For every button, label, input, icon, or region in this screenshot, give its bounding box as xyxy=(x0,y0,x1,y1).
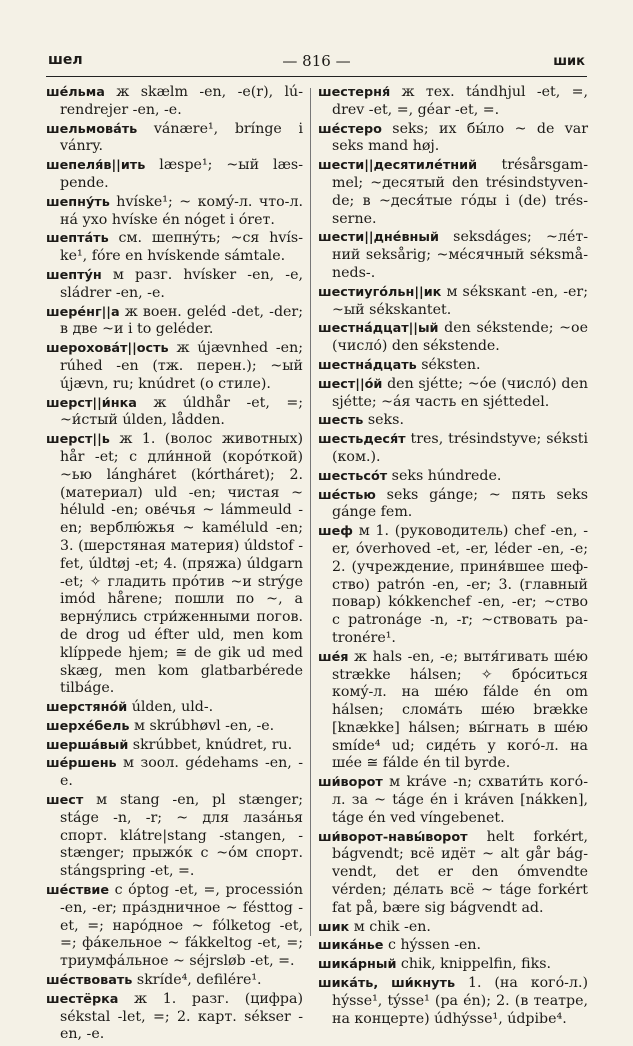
entry xyxy=(46,882,303,971)
headword: шерст||и́нка xyxy=(46,395,137,411)
entry xyxy=(318,937,588,955)
headword: шестьдеся́т xyxy=(318,432,406,448)
definition: м skrúbhøvl -en, -e. xyxy=(129,717,275,734)
headword: шéльма xyxy=(46,85,105,100)
headword: шести||днéвный xyxy=(318,230,439,246)
definition: м зоол. gédehams -en, -e. xyxy=(60,755,303,790)
entry xyxy=(318,229,588,282)
entry xyxy=(318,357,588,375)
definition: м chik -en. xyxy=(349,918,431,935)
entry xyxy=(46,699,303,717)
entry xyxy=(46,991,303,1044)
headword: шестнáдцат||ый xyxy=(318,321,439,337)
headword: ши́ворот xyxy=(318,775,383,791)
headword: шикáть, ши́кнуть xyxy=(318,976,456,992)
definition: læspe¹; ~ый læspende. xyxy=(60,157,303,191)
headword: шеф xyxy=(318,524,353,540)
entry xyxy=(318,412,588,430)
entry xyxy=(318,468,588,486)
entry xyxy=(318,956,588,974)
entry xyxy=(318,284,588,320)
definition: ж 1. разг. (цифра) sékstal -let, =; 2. карт. sékser -en, -e. xyxy=(60,990,303,1043)
entry xyxy=(318,523,588,648)
headword: шершáвый xyxy=(46,737,129,753)
header-right-guide-word: шик xyxy=(553,54,585,69)
headword: шик xyxy=(318,919,350,935)
entry xyxy=(46,755,303,791)
definition: м séksкant -en, -er; ~ый sékskantet. xyxy=(332,283,588,318)
entry xyxy=(318,157,588,228)
definition: ж újævnhed -en; rúhed -en (тж. перен.); ~ый újævn, ru; knúdret (о стиле). xyxy=(60,340,303,392)
definition: seks húndrede. xyxy=(387,467,502,484)
definition: ж hals -en, -e; вытя́гивать шéю strække hálsen; ✧ брóситься комý-л. на шéю fálde én om hálsen; сломáть шéю brække [knække] hálsen; вы́гнать в шéю smíde⁴ ud; сидéть у когó-л. на шéе ≅ fálde én til byrde. xyxy=(332,648,588,772)
entry xyxy=(318,320,588,356)
headword: шестьсóт xyxy=(318,468,388,484)
definition: seks; их бы́ло ~ de var seks mand høj. xyxy=(332,120,588,155)
definition: 1. (на когó-л.) hýsse¹, týsse¹ (pa én); 2. (в театре, на концерте) údhýsse¹, údpibe⁴. xyxy=(332,975,588,1027)
headword: шéствие xyxy=(46,883,110,899)
entry xyxy=(46,84,303,120)
headword: шерст||ь xyxy=(46,432,110,448)
entry xyxy=(318,919,588,937)
entry xyxy=(318,84,588,120)
definition: seks. xyxy=(363,412,404,429)
headword: шерéнг||а xyxy=(46,304,120,320)
headword: шестиугóльн||ик xyxy=(318,284,442,300)
headword: шéршень xyxy=(46,756,117,772)
right-column xyxy=(318,84,588,1029)
definition: den sjétte; ~óе (число́) den sjétte; ~áя часть en sjéttedel. xyxy=(332,375,588,410)
entry xyxy=(46,431,303,698)
headword: шероховáт||ость xyxy=(46,341,169,357)
headword: шéстью xyxy=(318,487,376,503)
entry xyxy=(318,829,588,918)
definition: м 1. (руководитель) chef -en, -er, óverhoved -et, -er, léder -en, -e; 2. (учреждение, приня́вшее шефство) patrón -en, -er; 3. (главный повар) kókkenchef -en, -er; ~ство с patronáge -n, -r; ~ствовать patronére¹. xyxy=(332,523,588,646)
definition: chik, knippelfin, fiks. xyxy=(396,956,552,973)
headword: шепеля́в||ить xyxy=(46,158,146,174)
headword: ши́ворот-навы́ворот xyxy=(318,829,468,845)
headword: шельмовáть xyxy=(46,121,138,137)
definition: tres, trésindstyve; séksti (ком.). xyxy=(332,431,588,465)
entry xyxy=(46,304,303,340)
headword: шестёрка xyxy=(46,991,119,1007)
header-left-guide-word: шел xyxy=(48,52,83,68)
definition: hvíske¹; ~ комý-л. что-л. нá ухо hvíske én nóget i órет. xyxy=(60,193,303,228)
header-rule xyxy=(46,76,587,77)
entry xyxy=(318,975,588,1028)
entry xyxy=(46,121,303,157)
definition: с hýssen -en. xyxy=(383,937,482,954)
entry xyxy=(318,121,588,157)
definition: trésårsgammel; ~десятый den trésindstyvende; в ~деся́тые гóды i (de) trésserne. xyxy=(332,157,588,227)
headword: шепну́ть xyxy=(46,194,110,210)
definition: ж 1. (волос животных) hår -et; с дли́нной (корóткой) ~ью lángháret (kórtháret); 2. (материал) uld -en; чистая ~ héluld -en; овéчья ~ lámmeuld -en; верблю́жья ~ kaméluld -en; 3. (шерстяная материя) úldstof -fet, úldtøj -et; 4. (пряжа) úldgarn -et; ✧ гладить прóтив ~и strýge imód hårene; пошли по ~, а вернýлись стри́женными погов. de drog ud éfter uld, men kom klíppede hjem; ≅ de gik ud med skæg, men kom glatbarbérede tilbáge. xyxy=(60,431,303,697)
headword: шикáрный xyxy=(318,957,397,973)
definition: seks gánge; ~ пять seks gánge fem. xyxy=(332,486,588,521)
definition: seksdáges; ~лéтний seksårig; ~мéсячный séksmåneds-. xyxy=(332,229,588,281)
definition: úlden, uld-. xyxy=(127,699,214,716)
definition: den sékstende; ~ое (число́) den sékstende. xyxy=(332,320,588,355)
entry xyxy=(46,395,303,431)
headword: шест xyxy=(46,793,84,809)
definition: ж тех. tándhjul -et, =, drev -et, =, géar -et, =. xyxy=(332,84,588,118)
definition: м stang -en, pl stænger; stáge -n, -r; ~ для лазáнья спорт. klátre|stang -stangen, -stænger; прыжóк с ~óм спорт. stángspring -et, =. xyxy=(60,792,303,880)
entry xyxy=(318,376,588,412)
definition: ж úldhår -et, =; ~и́стый úlden, lådden. xyxy=(60,394,303,429)
entry xyxy=(46,792,303,881)
definition: м kráve -n; схвати́ть когó-л. за ~ táge én i kráven [nákken], táge én ved víngebenet. xyxy=(332,774,588,826)
entry xyxy=(318,649,588,774)
entry xyxy=(46,718,303,736)
entry xyxy=(46,157,303,193)
definition: skrúbbet, knúdret, ru. xyxy=(128,736,293,753)
page-number: — 816 — xyxy=(282,52,351,70)
entry xyxy=(318,431,588,467)
definition: см. шепнýть; ~ся hvíske¹, fóre en hvískende sámtale. xyxy=(60,230,303,265)
definition: ж воен. geléd -det, -der; в две ~и i to geléder. xyxy=(60,303,303,338)
headword: шептáть xyxy=(46,231,109,247)
definition: vánære¹, brínge i vánry. xyxy=(60,120,303,155)
headword: шéствовать xyxy=(46,973,133,989)
definition: helt forkért, bágvendt; всё идёт ~ alt går bágvendt, det er den ómvendte vérden; дéлать всё ~ táge forkért fat på, bære sig bágvendt ad. xyxy=(332,828,588,916)
headword: шерстянóй xyxy=(46,700,128,716)
headword: шерхéбель xyxy=(46,718,130,734)
entry xyxy=(318,487,588,523)
column-divider xyxy=(310,88,311,936)
entry xyxy=(46,194,303,230)
definition: м разг. hvísker -en, -e, sládrer -en, -e. xyxy=(60,266,303,301)
headword: шептýн xyxy=(46,267,102,283)
headword: шéстеро xyxy=(318,121,382,137)
left-column xyxy=(46,84,303,1045)
entry xyxy=(46,230,303,266)
headword: шестерня́ xyxy=(318,85,391,100)
headword: шест||óй xyxy=(318,376,383,392)
entry xyxy=(46,972,303,990)
entry xyxy=(46,737,303,755)
entry xyxy=(46,267,303,303)
page-header xyxy=(46,52,587,74)
headword: шестнáдцать xyxy=(318,357,417,373)
definition: с óptog -et, =, processión -en, -er; прáздничное ~ fésttog -et, =; нарóдное ~ fólketog -et, =; фáкельное ~ fákkeltog -et, =; триумфáльное ~ séjrsløb -et, =. xyxy=(60,882,303,970)
headword: шесть xyxy=(318,413,364,429)
headword: шéя xyxy=(318,649,349,665)
entry xyxy=(318,774,588,827)
definition: séksten. xyxy=(416,356,481,373)
definition: skríde⁴, defilére¹. xyxy=(132,972,262,989)
entry xyxy=(46,340,303,393)
definition: ж skælm -en, -e(r), lúrendrejer -en, -e. xyxy=(60,84,303,118)
headword: шести||десятилéтний xyxy=(318,158,478,174)
headword: шикáнье xyxy=(318,938,384,954)
